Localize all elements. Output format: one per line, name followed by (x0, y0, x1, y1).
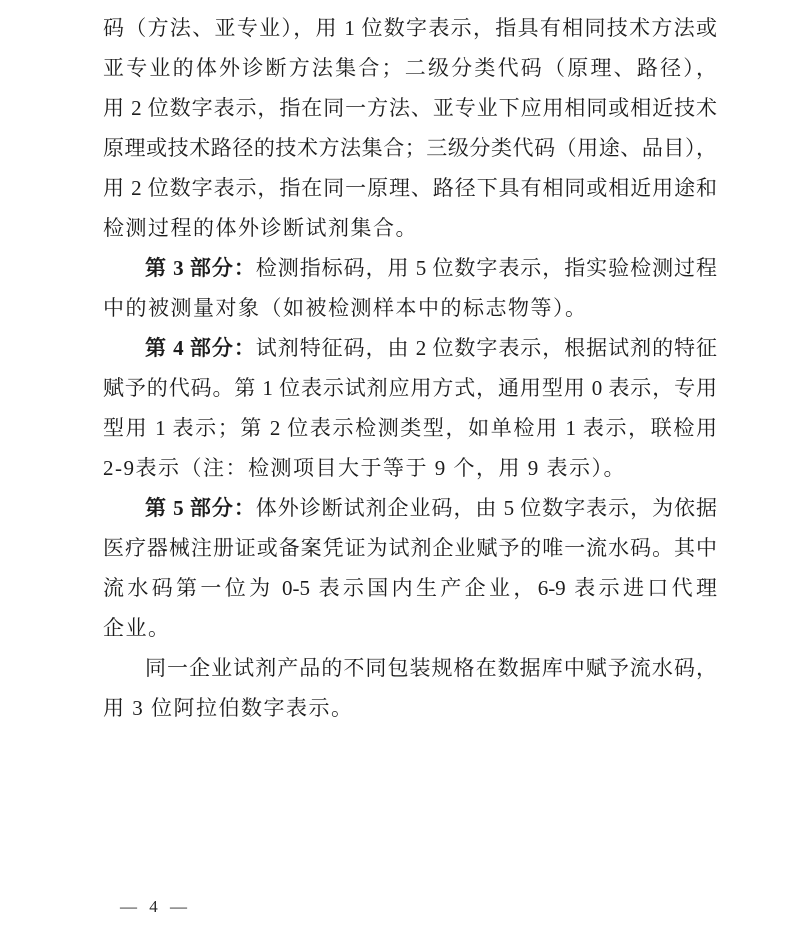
page-number: — 4 — (120, 897, 191, 916)
text-line-content: 亚专业的体外诊断方法集合；二级分类代码（原理、路径）， (103, 56, 717, 80)
text-line (103, 168, 717, 208)
document-page-body (103, 8, 717, 728)
text-line-section-3 (103, 248, 717, 288)
text-line (103, 648, 717, 688)
section-label: 第 3 部分： (145, 256, 256, 280)
text-line-content: 医疗器械注册证或备案凭证为试剂企业赋予的唯一流水码。其中 (103, 536, 717, 560)
text-line (103, 208, 717, 248)
text-line-content: 原理或技术路径的技术方法集合；三级分类代码（用途、品目）， (103, 136, 717, 160)
text-line-content: 体外诊断试剂企业码，由 5 位数字表示，为依据 (255, 496, 717, 520)
text-line-content: 中的被测量对象（如被检测样本中的标志物等）。 (103, 296, 588, 320)
section-label: 第 4 部分： (145, 336, 256, 360)
text-line (103, 88, 717, 128)
text-line-content: 型用 1 表示；第 2 位表示检测类型，如单检用 1 表示，联检用 (103, 416, 717, 440)
text-line-section-4 (103, 328, 717, 368)
text-line-content: 用 2 位数字表示，指在同一方法、亚专业下应用相同或相近技术 (103, 96, 717, 120)
text-line-content: 流水码第一位为 0-5 表示国内生产企业，6-9 表示进口代理 (103, 576, 717, 600)
text-line-content: 码（方法、亚专业），用 1 位数字表示，指具有相同技术方法或 (103, 16, 717, 40)
text-line-section-5 (103, 488, 717, 528)
text-line-content: 检测过程的体外诊断试剂集合。 (103, 216, 418, 240)
text-line (103, 8, 717, 48)
text-line-content: 检测指标码，用 5 位数字表示，指实验检测过程 (255, 256, 717, 280)
text-line-content: 用 2 位数字表示，指在同一原理、路径下具有相同或相近用途和 (103, 176, 717, 200)
text-line-content: 2-9表示（注：检测项目大于等于 9 个，用 9 表示）。 (103, 456, 626, 480)
text-line (103, 128, 717, 168)
text-line-content: 企业。 (103, 616, 171, 640)
text-line (103, 408, 717, 448)
section-label: 第 5 部分： (145, 496, 256, 520)
text-line-content: 同一企业试剂产品的不同包装规格在数据库中赋予流水码， (145, 656, 717, 680)
text-line (103, 528, 717, 568)
text-line-content: 用 3 位阿拉伯数字表示。 (103, 696, 354, 720)
text-line (103, 568, 717, 608)
text-line (103, 288, 717, 328)
text-line-content: 试剂特征码，由 2 位数字表示，根据试剂的特征 (255, 336, 717, 360)
text-line (103, 688, 717, 728)
text-line (103, 608, 717, 648)
text-line (103, 48, 717, 88)
text-line (103, 448, 717, 488)
text-line (103, 368, 717, 408)
text-line-content: 赋予的代码。第 1 位表示试剂应用方式，通用型用 0 表示，专用 (103, 376, 717, 400)
